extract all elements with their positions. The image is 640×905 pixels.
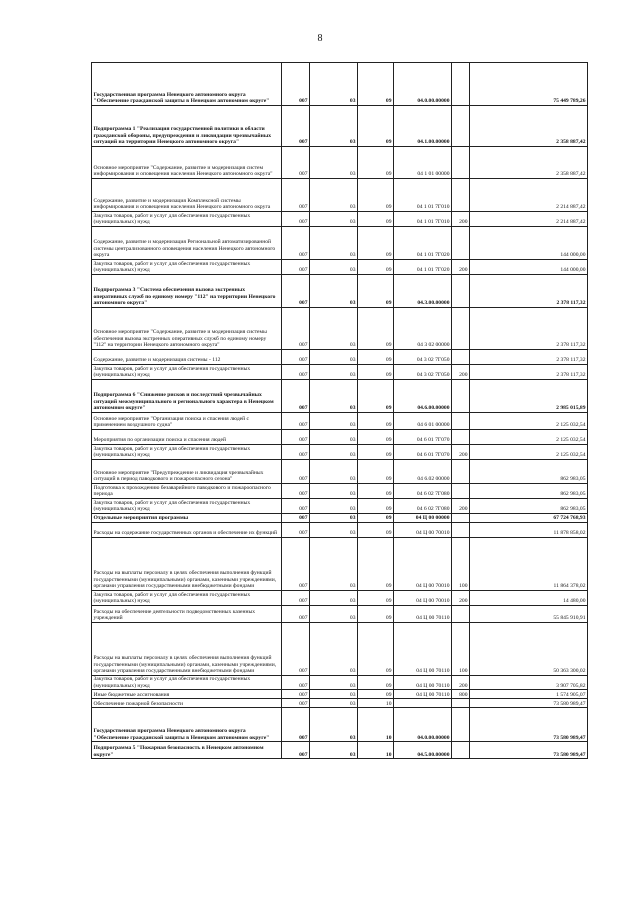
row-csr-cell: 04 3 02 7Г050: [394, 350, 452, 365]
row-vr-cell: 200: [452, 676, 470, 690]
row-name-cell: Закупка товаров, работ и услуг для обеспечения государственных (муниципальных) нужд: [92, 445, 282, 460]
row-csr-cell: 04 6 01 7Г070: [394, 445, 452, 460]
row-vr-cell: [452, 708, 470, 742]
row-gr-cell: 007: [282, 623, 310, 676]
row-vr-cell: [452, 227, 470, 260]
table-row: [92, 708, 588, 742]
row-vr-cell: 100: [452, 623, 470, 676]
row-pr-cell: 09: [358, 179, 394, 212]
row-gr-cell: 007: [282, 227, 310, 260]
table-row: [92, 430, 588, 445]
row-csr-cell: 04 1 01 7Г010: [394, 179, 452, 212]
row-sum-cell: 3 907 705,82: [470, 676, 588, 690]
row-rz-cell: 03: [310, 63, 358, 106]
row-gr-cell: 007: [282, 308, 310, 350]
row-pr-cell: 09: [358, 430, 394, 445]
row-gr-cell: 007: [282, 106, 310, 147]
row-rz-cell: 03: [310, 275, 358, 308]
row-name-cell: Иные бюджетные ассигнования: [92, 690, 282, 699]
row-gr-cell: 007: [282, 460, 310, 484]
row-rz-cell: 03: [310, 260, 358, 275]
row-vr-cell: 800: [452, 690, 470, 699]
row-sum-cell: 67 724 768,93: [470, 514, 588, 523]
table-row: [92, 212, 588, 227]
row-csr-cell: 04 Ц 00 70110: [394, 606, 452, 623]
row-name-cell: Основное мероприятие "Содержание, развитие и модернизация систем информирования и оповещения населения Ненецкого автономного округа": [92, 147, 282, 179]
row-vr-cell: 200: [452, 212, 470, 227]
row-sum-cell: 55 845 910,91: [470, 606, 588, 623]
row-vr-cell: [452, 742, 470, 759]
page-number: 8: [317, 33, 323, 44]
row-sum-cell: 50 363 300,02: [470, 623, 588, 676]
row-csr-cell: 04 Ц 00 70010: [394, 523, 452, 538]
row-csr-cell: 04 3 02 7Г050: [394, 365, 452, 380]
row-pr-cell: 09: [358, 484, 394, 499]
row-sum-cell: 2 358 887,42: [470, 106, 588, 147]
table-row: [92, 365, 588, 380]
row-gr-cell: 007: [282, 430, 310, 445]
row-sum-cell: 11 878 858,02: [470, 523, 588, 538]
row-name-cell: Подготовка к прохождению безаварийного паводкового и пожароопасного периода: [92, 484, 282, 499]
row-name-cell: Расходы на содержание государственных органов и обеспечение их функций: [92, 523, 282, 538]
row-gr-cell: 007: [282, 591, 310, 606]
row-rz-cell: 03: [310, 308, 358, 350]
row-gr-cell: 007: [282, 484, 310, 499]
table-row: [92, 445, 588, 460]
row-rz-cell: 03: [310, 227, 358, 260]
row-vr-cell: [452, 350, 470, 365]
row-rz-cell: 03: [310, 212, 358, 227]
row-gr-cell: 007: [282, 445, 310, 460]
row-pr-cell: 09: [358, 350, 394, 365]
row-csr-cell: 04 Ц 00 00000: [394, 514, 452, 523]
row-name-cell: Мероприятия по организации поиска и спасения людей: [92, 430, 282, 445]
row-gr-cell: 007: [282, 538, 310, 591]
row-csr-cell: 04 1 01 7Г010: [394, 212, 452, 227]
table-row: [92, 523, 588, 538]
row-sum-cell: 2 214 887,42: [470, 212, 588, 227]
row-pr-cell: 09: [358, 212, 394, 227]
table-row: [92, 699, 588, 708]
row-rz-cell: 03: [310, 742, 358, 759]
row-rz-cell: 03: [310, 380, 358, 413]
table-row: [92, 275, 588, 308]
row-pr-cell: 09: [358, 380, 394, 413]
row-name-cell: Закупка товаров, работ и услуг для обеспечения государственных (муниципальных) нужд: [92, 499, 282, 514]
row-vr-cell: [452, 179, 470, 212]
row-pr-cell: 09: [358, 690, 394, 699]
row-gr-cell: 007: [282, 365, 310, 380]
row-sum-cell: 2 214 887,42: [470, 179, 588, 212]
row-csr-cell: 04 1 01 7Г020: [394, 260, 452, 275]
table-row: [92, 538, 588, 591]
table-row: [92, 308, 588, 350]
row-name-cell: Подпрограмма 3 "Система обеспечения вызова экстренных оперативных служб по единому номеру "112" на территории Ненецкого автономного округа": [92, 275, 282, 308]
row-csr-cell: 04 6.02 00000: [394, 460, 452, 484]
row-sum-cell: 14 480,00: [470, 591, 588, 606]
row-name-cell: Содержание, развитие и модернизация Региональной автоматизированной системы централизованного оповещения населения Ненецкого автономного округа: [92, 227, 282, 260]
row-vr-cell: [452, 460, 470, 484]
row-sum-cell: 75 449 789,26: [470, 63, 588, 106]
row-name-cell: Содержание, развитие и модернизация Комплексной системы информирования и оповещения населения Ненецкого автономного округа: [92, 179, 282, 212]
table-row: [92, 499, 588, 514]
row-csr-cell: 04.0.00.00000: [394, 63, 452, 106]
row-name-cell: Расходы на обеспечение деятельности подведомственных казенных учреждений: [92, 606, 282, 623]
row-vr-cell: [452, 308, 470, 350]
row-vr-cell: [452, 523, 470, 538]
row-rz-cell: 03: [310, 523, 358, 538]
row-vr-cell: 200: [452, 591, 470, 606]
row-csr-cell: 04 6 01 00000: [394, 413, 452, 430]
row-gr-cell: 007: [282, 699, 310, 708]
row-sum-cell: 73 580 989,47: [470, 708, 588, 742]
row-pr-cell: 09: [358, 606, 394, 623]
row-rz-cell: 03: [310, 460, 358, 484]
row-vr-cell: [452, 606, 470, 623]
row-pr-cell: 09: [358, 365, 394, 380]
row-pr-cell: 09: [358, 147, 394, 179]
row-vr-cell: 100: [452, 538, 470, 591]
table-row: [92, 514, 588, 523]
table-row: [92, 484, 588, 499]
row-vr-cell: [452, 413, 470, 430]
row-rz-cell: 03: [310, 430, 358, 445]
row-csr-cell: 04 Ц 00 70110: [394, 623, 452, 676]
row-pr-cell: 10: [358, 699, 394, 708]
table-row: [92, 380, 588, 413]
table-row: [92, 591, 588, 606]
row-vr-cell: 200: [452, 445, 470, 460]
row-sum-cell: 1 574 905,07: [470, 690, 588, 699]
row-name-cell: Государственная программа Ненецкого автономного округа "Обеспечение гражданской защиты в Ненецком автономном округе": [92, 708, 282, 742]
row-name-cell: Государственная программа Ненецкого автономного округа "Обеспечение гражданской защиты в Ненецком автономном округе": [92, 63, 282, 106]
row-rz-cell: 03: [310, 676, 358, 690]
row-vr-cell: [452, 514, 470, 523]
table-row: [92, 623, 588, 676]
budget-table: [91, 62, 588, 759]
row-rz-cell: 03: [310, 538, 358, 591]
row-gr-cell: 007: [282, 179, 310, 212]
row-csr-cell: 04 1 01 7Г020: [394, 227, 452, 260]
row-sum-cell: 2 378 117,32: [470, 308, 588, 350]
row-gr-cell: 007: [282, 499, 310, 514]
row-csr-cell: 04.3.00.00000: [394, 275, 452, 308]
row-name-cell: Закупка товаров, работ и услуг для обеспечения государственных (муниципальных) нужд: [92, 365, 282, 380]
row-pr-cell: 09: [358, 523, 394, 538]
row-name-cell: Подпрограмма 6 "Снижение рисков и последствий чрезвычайных ситуаций межмуниципального и регионального характера в Ненецком автономном округе": [92, 380, 282, 413]
row-sum-cell: 2 378 117,32: [470, 350, 588, 365]
row-name-cell: Подпрограмма 1 "Реализация государственной политики в области гражданской обороны, предупреждения и ликвидации чрезвычайных ситуаций на территории Ненецкого автономного округа": [92, 106, 282, 147]
row-gr-cell: 007: [282, 260, 310, 275]
row-csr-cell: 04 6 02 7Г080: [394, 499, 452, 514]
row-pr-cell: 09: [358, 445, 394, 460]
row-gr-cell: 007: [282, 212, 310, 227]
row-rz-cell: 03: [310, 690, 358, 699]
row-gr-cell: 007: [282, 523, 310, 538]
row-pr-cell: 09: [358, 63, 394, 106]
row-csr-cell: 04 1 01 00000: [394, 147, 452, 179]
row-csr-cell: 04 Ц 00 70110: [394, 690, 452, 699]
row-vr-cell: 200: [452, 499, 470, 514]
row-sum-cell: 2 378 117,32: [470, 275, 588, 308]
row-gr-cell: 007: [282, 63, 310, 106]
row-pr-cell: 09: [358, 227, 394, 260]
row-name-cell: Основное мероприятие "Организация поиска и спасения людей с применением воздушного судна": [92, 413, 282, 430]
row-pr-cell: 10: [358, 742, 394, 759]
row-rz-cell: 03: [310, 699, 358, 708]
row-csr-cell: 04 Ц 00 70110: [394, 676, 452, 690]
row-name-cell: Закупка товаров, работ и услуг для обеспечения государственных (муниципальных) нужд: [92, 212, 282, 227]
row-csr-cell: [394, 699, 452, 708]
row-vr-cell: [452, 430, 470, 445]
row-gr-cell: 007: [282, 413, 310, 430]
row-csr-cell: 04.1.00.00000: [394, 106, 452, 147]
row-rz-cell: 03: [310, 623, 358, 676]
row-csr-cell: 04 6 02 7Г080: [394, 484, 452, 499]
row-rz-cell: 03: [310, 106, 358, 147]
row-rz-cell: 03: [310, 484, 358, 499]
row-rz-cell: 03: [310, 179, 358, 212]
row-name-cell: Расходы на выплаты персоналу в целях обеспечения выполнения функций государственными (муниципальными) органами, казенными учреждениями, органами управления государственными внебюджетными фондами: [92, 623, 282, 676]
table-row: [92, 606, 588, 623]
row-name-cell: Закупка товаров, работ и услуг для обеспечения государственных (муниципальных) нужд: [92, 591, 282, 606]
row-sum-cell: 2 985 015,89: [470, 380, 588, 413]
table-row: [92, 260, 588, 275]
row-sum-cell: 2 125 032,54: [470, 445, 588, 460]
row-gr-cell: 007: [282, 606, 310, 623]
table-row: [92, 106, 588, 147]
row-pr-cell: 09: [358, 591, 394, 606]
row-sum-cell: 144 000,00: [470, 227, 588, 260]
row-rz-cell: 03: [310, 413, 358, 430]
row-vr-cell: 200: [452, 365, 470, 380]
row-sum-cell: 2 358 887,42: [470, 147, 588, 179]
row-gr-cell: 007: [282, 708, 310, 742]
row-name-cell: Основное мероприятие "Предупреждение и ликвидация чрезвычайных ситуаций в период паводкового и пожароопасного сезона": [92, 460, 282, 484]
row-name-cell: Содержание, развитие и модернизация системы - 112: [92, 350, 282, 365]
row-rz-cell: 03: [310, 499, 358, 514]
row-csr-cell: 04.5.00.00000: [394, 742, 452, 759]
row-sum-cell: 11 864 378,02: [470, 538, 588, 591]
row-vr-cell: [452, 275, 470, 308]
row-name-cell: Отдельные мероприятия программы: [92, 514, 282, 523]
row-sum-cell: 144 000,00: [470, 260, 588, 275]
row-name-cell: Подпрограмма 5 "Пожарная безопасность в Ненецком автономном округе": [92, 742, 282, 759]
row-vr-cell: [452, 106, 470, 147]
row-rz-cell: 03: [310, 445, 358, 460]
row-name-cell: Закупка товаров, работ и услуг для обеспечения государственных (муниципальных) нужд: [92, 676, 282, 690]
table-row: [92, 179, 588, 212]
table-row: [92, 147, 588, 179]
row-vr-cell: [452, 380, 470, 413]
row-pr-cell: 09: [358, 676, 394, 690]
row-sum-cell: 73 580 989,47: [470, 742, 588, 759]
row-sum-cell: 2 125 032,54: [470, 430, 588, 445]
row-gr-cell: 007: [282, 514, 310, 523]
row-pr-cell: 09: [358, 260, 394, 275]
row-gr-cell: 007: [282, 380, 310, 413]
row-sum-cell: 2 125 032,54: [470, 413, 588, 430]
row-pr-cell: 09: [358, 538, 394, 591]
row-rz-cell: 03: [310, 147, 358, 179]
row-gr-cell: 007: [282, 275, 310, 308]
row-pr-cell: 09: [358, 413, 394, 430]
row-csr-cell: 04 6 01 7Г070: [394, 430, 452, 445]
row-sum-cell: 2 378 117,32: [470, 365, 588, 380]
row-gr-cell: 007: [282, 147, 310, 179]
row-rz-cell: 03: [310, 350, 358, 365]
row-pr-cell: 09: [358, 106, 394, 147]
row-pr-cell: 09: [358, 514, 394, 523]
row-gr-cell: 007: [282, 676, 310, 690]
table-row: [92, 676, 588, 690]
row-csr-cell: 04.0.00.00000: [394, 708, 452, 742]
row-csr-cell: 04.6.00.00000: [394, 380, 452, 413]
row-name-cell: Основное мероприятие "Содержание, развитие и модернизация системы обеспечения вызова экстренных оперативных служб по единому номеру "112" на территории Ненецкого автономного округа": [92, 308, 282, 350]
row-vr-cell: [452, 699, 470, 708]
row-rz-cell: 03: [310, 606, 358, 623]
row-pr-cell: 09: [358, 308, 394, 350]
row-vr-cell: 200: [452, 260, 470, 275]
table-row: [92, 413, 588, 430]
row-name-cell: Обеспечение пожарной безопасности: [92, 699, 282, 708]
table-row: [92, 742, 588, 759]
row-vr-cell: [452, 147, 470, 179]
row-pr-cell: 09: [358, 623, 394, 676]
row-rz-cell: 03: [310, 591, 358, 606]
row-rz-cell: 03: [310, 708, 358, 742]
row-csr-cell: 04 Ц 00 70010: [394, 538, 452, 591]
row-vr-cell: [452, 63, 470, 106]
row-gr-cell: 007: [282, 350, 310, 365]
row-name-cell: Закупка товаров, работ и услуг для обеспечения государственных (муниципальных) нужд: [92, 260, 282, 275]
table-row: [92, 690, 588, 699]
row-pr-cell: 09: [358, 275, 394, 308]
row-rz-cell: 03: [310, 365, 358, 380]
table-row: [92, 460, 588, 484]
row-vr-cell: [452, 484, 470, 499]
table-row: [92, 227, 588, 260]
row-sum-cell: 862 983,05: [470, 499, 588, 514]
row-sum-cell: 73 580 989,47: [470, 699, 588, 708]
row-csr-cell: 04 3 02 00000: [394, 308, 452, 350]
row-gr-cell: 007: [282, 690, 310, 699]
row-pr-cell: 09: [358, 460, 394, 484]
row-gr-cell: 007: [282, 742, 310, 759]
row-pr-cell: 09: [358, 499, 394, 514]
row-name-cell: Расходы на выплаты персоналу в целях обеспечения выполнения функций государственными (муниципальными) органами, казенными учреждениями, органами управления государственными внебюджетными фондами: [92, 538, 282, 591]
table-row: [92, 350, 588, 365]
table-row: [92, 63, 588, 106]
row-sum-cell: 862 983,05: [470, 460, 588, 484]
row-sum-cell: 862 983,05: [470, 484, 588, 499]
row-rz-cell: 03: [310, 514, 358, 523]
row-pr-cell: 10: [358, 708, 394, 742]
row-csr-cell: 04 Ц 00 70010: [394, 591, 452, 606]
